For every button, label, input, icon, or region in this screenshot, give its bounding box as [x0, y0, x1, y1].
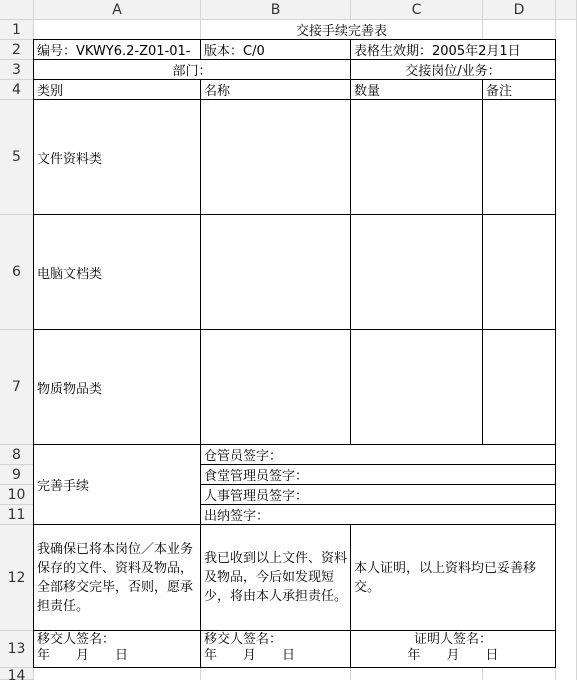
receiver-declaration[interactable]: 我已收到以上文件、资料及物品，今后如发现短少，将由本人承担责任。 [201, 525, 351, 631]
docs-note-cell[interactable] [483, 100, 556, 215]
form-title[interactable]: 交接手续完善表 [201, 20, 483, 40]
row-header-9[interactable]: 9 [0, 465, 34, 485]
column-e-cells[interactable] [556, 20, 577, 680]
department-cell[interactable]: 部门： [34, 60, 351, 80]
handover-signature-label: 移交人签名： [37, 632, 116, 647]
category-complete[interactable]: 完善手续 [34, 445, 201, 525]
row-header-10[interactable]: 10 [0, 485, 34, 505]
row-header-3[interactable]: 3 [0, 60, 34, 80]
witness-signature-date: 年 月 日 [407, 648, 499, 663]
cell-a1-empty[interactable] [34, 20, 201, 40]
row-header-6[interactable]: 6 [0, 215, 34, 330]
cell-d14[interactable] [483, 668, 556, 680]
docs-name-cell[interactable] [201, 100, 351, 215]
header-note[interactable]: 备注 [483, 80, 556, 100]
category-goods[interactable]: 物质物品类 [34, 330, 201, 445]
column-header-d[interactable]: D [483, 0, 556, 20]
witness-signature-cell[interactable] [351, 631, 556, 668]
row-header-1[interactable]: 1 [0, 20, 34, 40]
receiver-signature-date: 年 月 日 [204, 648, 296, 663]
row-header-5[interactable]: 5 [0, 100, 34, 215]
receiver-signature-cell[interactable] [201, 631, 351, 668]
goods-note-cell[interactable] [483, 330, 556, 445]
handover-declaration[interactable]: 我确保已将本岗位／本业务保存的文件、资料及物品，全部移交完毕，否则，愿承担责任。 [34, 525, 201, 631]
row-header-14[interactable]: 14 [0, 668, 34, 680]
canteen-sign-cell[interactable]: 食堂管理员签字： [201, 465, 556, 485]
goods-name-cell[interactable] [201, 330, 351, 445]
select-all-corner[interactable] [0, 0, 34, 20]
cell-d1-empty[interactable] [483, 20, 556, 40]
hr-sign-cell[interactable]: 人事管理员签字： [201, 485, 556, 505]
goods-quantity-cell[interactable] [351, 330, 483, 445]
warehouse-sign-cell[interactable]: 仓管员签字： [201, 445, 556, 465]
witness-declaration[interactable]: 本人证明，以上资料均已妥善移交。 [351, 525, 556, 631]
computer-note-cell[interactable] [483, 215, 556, 330]
handover-signature-cell[interactable] [34, 631, 201, 668]
row-header-4[interactable]: 4 [0, 80, 34, 100]
header-name[interactable]: 名称 [201, 80, 351, 100]
cell-c14[interactable] [351, 668, 483, 680]
computer-name-cell[interactable] [201, 215, 351, 330]
handover-position-cell[interactable]: 交接岗位/业务： [351, 60, 556, 80]
category-computer[interactable]: 电脑文档类 [34, 215, 201, 330]
version-cell[interactable]: 版本：C/0 [201, 40, 351, 60]
row-header-11[interactable]: 11 [0, 505, 34, 525]
handover-signature-date: 年 月 日 [37, 648, 129, 663]
column-header-e[interactable] [556, 0, 577, 20]
header-category[interactable]: 类别 [34, 80, 201, 100]
witness-signature-label: 证明人签名： [413, 632, 492, 647]
row-header-13[interactable]: 13 [0, 631, 34, 668]
row-header-7[interactable]: 7 [0, 330, 34, 445]
category-docs[interactable]: 文件资料类 [34, 100, 201, 215]
row-header-2[interactable]: 2 [0, 40, 34, 60]
computer-quantity-cell[interactable] [351, 215, 483, 330]
cell-b14[interactable] [201, 668, 351, 680]
row-header-8[interactable]: 8 [0, 445, 34, 465]
cashier-sign-cell[interactable]: 出纳签字： [201, 505, 556, 525]
receiver-signature-label: 移交人签名： [204, 632, 283, 647]
docs-quantity-cell[interactable] [351, 100, 483, 215]
header-quantity[interactable]: 数量 [351, 80, 483, 100]
cell-a14[interactable] [34, 668, 201, 680]
column-header-a[interactable]: A [34, 0, 201, 20]
row-header-12[interactable]: 12 [0, 525, 34, 631]
column-header-c[interactable]: C [351, 0, 483, 20]
column-header-b[interactable]: B [201, 0, 351, 20]
effective-date-cell[interactable]: 表格生效期：2005年2月1日 [351, 40, 556, 60]
code-cell[interactable]: 编号：VKWY6.2-Z01-01- [34, 40, 201, 60]
